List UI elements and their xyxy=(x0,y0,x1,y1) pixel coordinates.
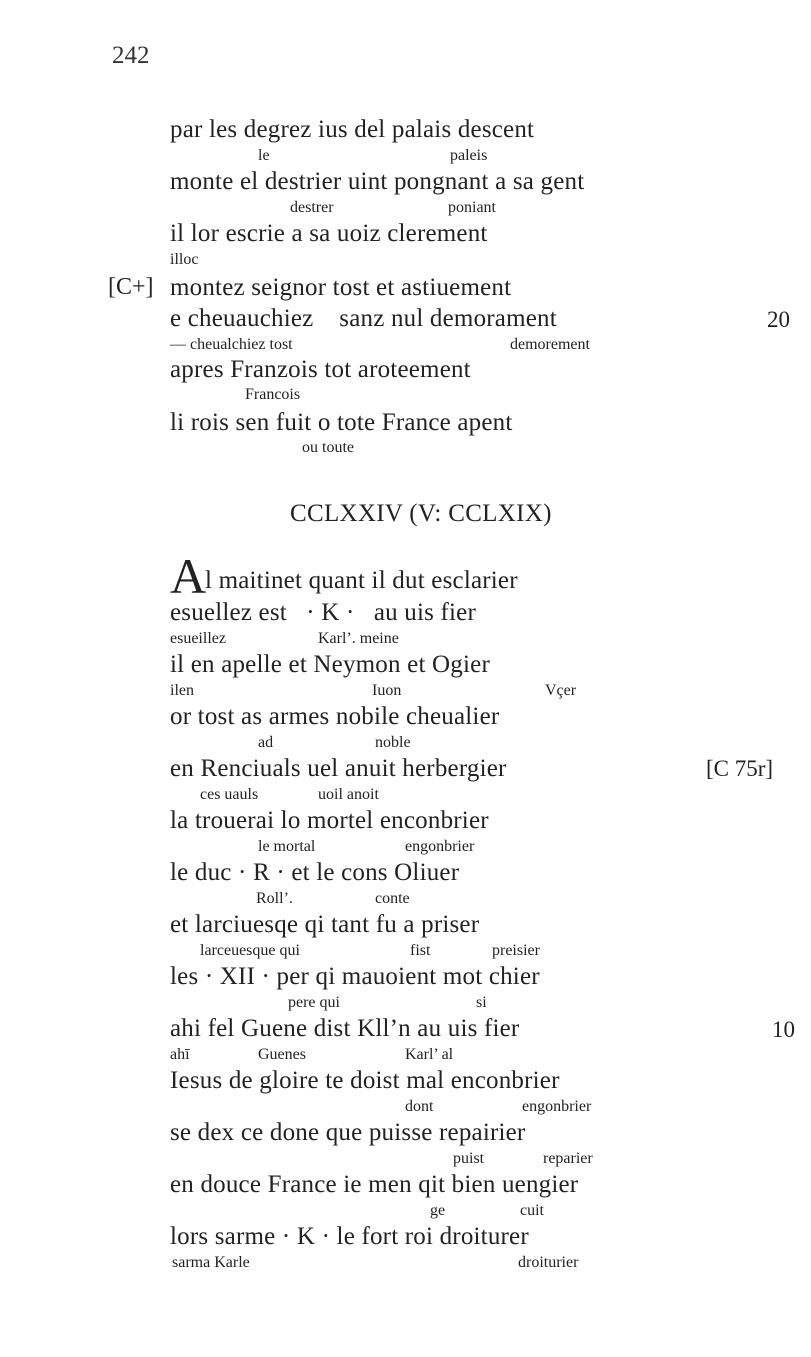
variant-reading: destrer xyxy=(290,199,334,216)
verse-line: monte el destrier uint pongnant a sa gent xyxy=(170,168,585,195)
variant-reading: Karl’ al xyxy=(405,1046,454,1063)
line-number: 10 xyxy=(772,1017,795,1042)
verse-line: apres Franzois tot aroteement xyxy=(170,356,471,383)
variant-reading: engonbrier xyxy=(405,838,475,855)
verse-line: il en apelle et Neymon et Ogier xyxy=(170,651,490,678)
variant-reading: fist xyxy=(410,942,431,959)
margin-note-left: [C+] xyxy=(108,274,154,300)
variant-reading: Roll’. xyxy=(256,890,293,907)
variant-reading: le xyxy=(258,147,270,164)
variant-reading: Iuon xyxy=(372,682,402,699)
variant-reading: pere qui xyxy=(288,994,340,1011)
variant-reading: droiturier xyxy=(518,1254,579,1271)
verse-line: lors sarme · K · le fort roi droiturer xyxy=(170,1223,529,1250)
manuscript-folio-note: [C 75r] xyxy=(706,756,774,781)
variant-reading: reparier xyxy=(543,1150,593,1167)
verse-line: l maitinet quant il dut esclarier xyxy=(205,567,518,594)
variant-reading: ge xyxy=(430,1202,446,1219)
variant-reading: illoc xyxy=(170,251,199,268)
verse-line: Iesus de gloire te doist mal enconbrier xyxy=(170,1067,560,1094)
variant-reading: ad xyxy=(258,734,274,751)
variant-reading: demorement xyxy=(510,336,590,353)
variant-reading: engonbrier xyxy=(522,1098,592,1115)
verse-line: montez seignor tost et astiuement xyxy=(170,274,512,301)
variant-reading: cuit xyxy=(520,1202,544,1219)
variant-reading: Guenes xyxy=(258,1046,306,1063)
verse-line: ahi fel Guene dist Kll’n au uis fier xyxy=(170,1015,520,1042)
variant-reading: esueillez xyxy=(170,630,226,647)
variant-reading: noble xyxy=(375,734,411,751)
verse-line: le duc · R · et le cons Oliuer xyxy=(170,859,460,886)
variant-reading: — cheualchiez tost xyxy=(170,336,293,353)
variant-reading: larceuesque qui xyxy=(200,942,300,959)
verse-line: et larciuesqe qi tant fu a priser xyxy=(170,911,480,938)
verse-line: par les degrez ius del palais descent xyxy=(170,116,535,143)
variant-reading: uoil anoit xyxy=(318,786,379,803)
variant-reading: puist xyxy=(453,1150,485,1167)
variant-reading: sarma Karle xyxy=(172,1254,250,1271)
page-number: 242 xyxy=(112,42,150,69)
variant-reading: le mortal xyxy=(258,838,316,855)
variant-reading: Francois xyxy=(245,386,301,403)
verse-line: il lor escrie a sa uoiz clerement xyxy=(170,220,488,247)
variant-reading: Vçer xyxy=(545,682,577,699)
line-number: 20 xyxy=(767,307,790,332)
verse-line: li rois sen fuit o tote France apent xyxy=(170,409,513,436)
variant-reading: ces uauls xyxy=(200,786,259,803)
variant-reading: ahī xyxy=(170,1046,190,1063)
variant-reading: ou toute xyxy=(302,439,354,456)
variant-reading: paleis xyxy=(450,147,488,164)
verse-line: les · XII · per qi mauoient mot chier xyxy=(170,963,540,990)
variant-reading: conte xyxy=(375,890,410,907)
section-heading: CCLXXIV (V: CCLXIX) xyxy=(290,500,552,527)
verse-line: se dex ce done que puisse repairier xyxy=(170,1119,526,1146)
variant-reading: si xyxy=(476,994,487,1011)
variant-reading: poniant xyxy=(448,199,496,216)
variant-reading: dont xyxy=(405,1098,434,1115)
verse-line: en douce France ie men qit bien uengier xyxy=(170,1171,579,1198)
verse-line: esuellez est · K · au uis fier xyxy=(170,599,476,626)
variant-reading: Karl’. meine xyxy=(318,630,399,647)
variant-reading: ilen xyxy=(170,682,194,699)
verse-line: e cheuauchiez sanz nul demorament xyxy=(170,305,557,332)
verse-line: en Renciuals uel anuit herbergier xyxy=(170,755,507,782)
verse-line: or tost as armes nobile cheualier xyxy=(170,703,500,730)
verse-line: la trouerai lo mortel enconbrier xyxy=(170,807,489,834)
drop-cap: A xyxy=(170,548,207,604)
variant-reading: preisier xyxy=(492,942,540,959)
